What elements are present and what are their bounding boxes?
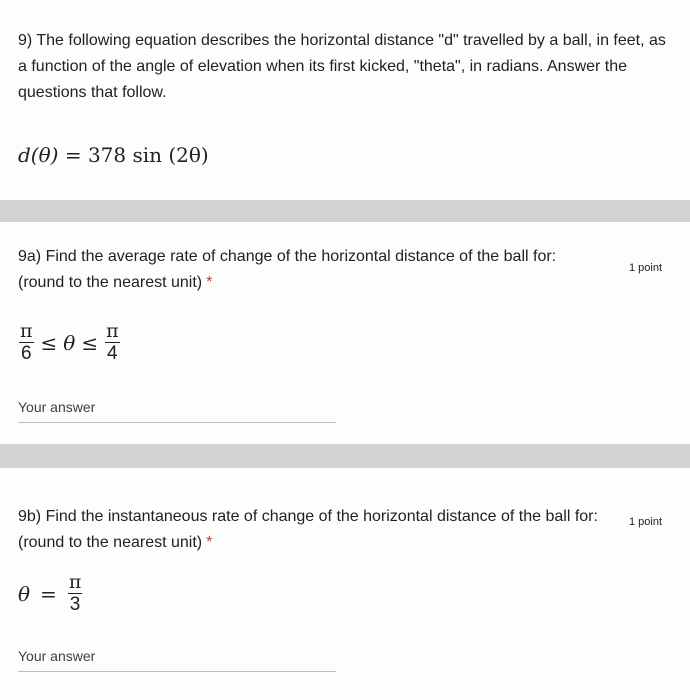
intro-card <box>0 0 690 200</box>
less-equal-symbol: ≤ <box>40 330 58 355</box>
intro-text: 9) The following equation describes the horizontal distance "d" travelled by a ball, in feet, as a function of the angle of elevation when its first kicked, "theta", in radians. Answer the questions that follow. <box>18 32 666 101</box>
points-label: 1 point <box>628 262 662 274</box>
theta-symbol: θ <box>63 330 76 355</box>
angle-interval <box>18 320 121 365</box>
fraction-angle <box>67 571 84 616</box>
fraction-denominator: 6 <box>20 343 32 364</box>
equation-equals: = <box>64 143 82 167</box>
answer-input-9b[interactable] <box>18 641 336 672</box>
distance-equation <box>18 143 209 167</box>
angle-condition <box>18 571 83 616</box>
required-asterisk: * <box>206 534 213 551</box>
required-asterisk: * <box>206 274 213 291</box>
equation-rhs: 378 sin (2θ) <box>87 143 209 167</box>
theta-symbol: θ <box>18 581 31 606</box>
fraction-lower-bound <box>18 320 35 365</box>
question-text: 9a) Find the average rate of change of the horizontal distance of the ball for: (round to the nearest unit) <box>18 248 557 291</box>
points-label: 1 point <box>628 516 662 528</box>
question-title <box>18 504 603 556</box>
fraction-denominator: 3 <box>69 594 81 615</box>
less-equal-symbol: ≤ <box>81 330 99 355</box>
question-text: 9b) Find the instantaneous rate of change of the horizontal distance of the ball for: (round to the nearest unit) <box>18 508 598 551</box>
answer-input-9a[interactable] <box>18 392 336 423</box>
fraction-numerator: π <box>106 320 119 342</box>
fraction-denominator: 4 <box>107 343 118 364</box>
question-card-9a <box>0 222 690 444</box>
question-card-9b <box>0 468 690 700</box>
fraction-upper-bound <box>104 320 121 365</box>
fraction-numerator: π <box>20 320 33 342</box>
question-title <box>18 244 603 296</box>
equals-symbol: = <box>40 581 57 606</box>
fraction-numerator: π <box>68 571 82 593</box>
equation-lhs: d(θ) <box>18 143 59 167</box>
